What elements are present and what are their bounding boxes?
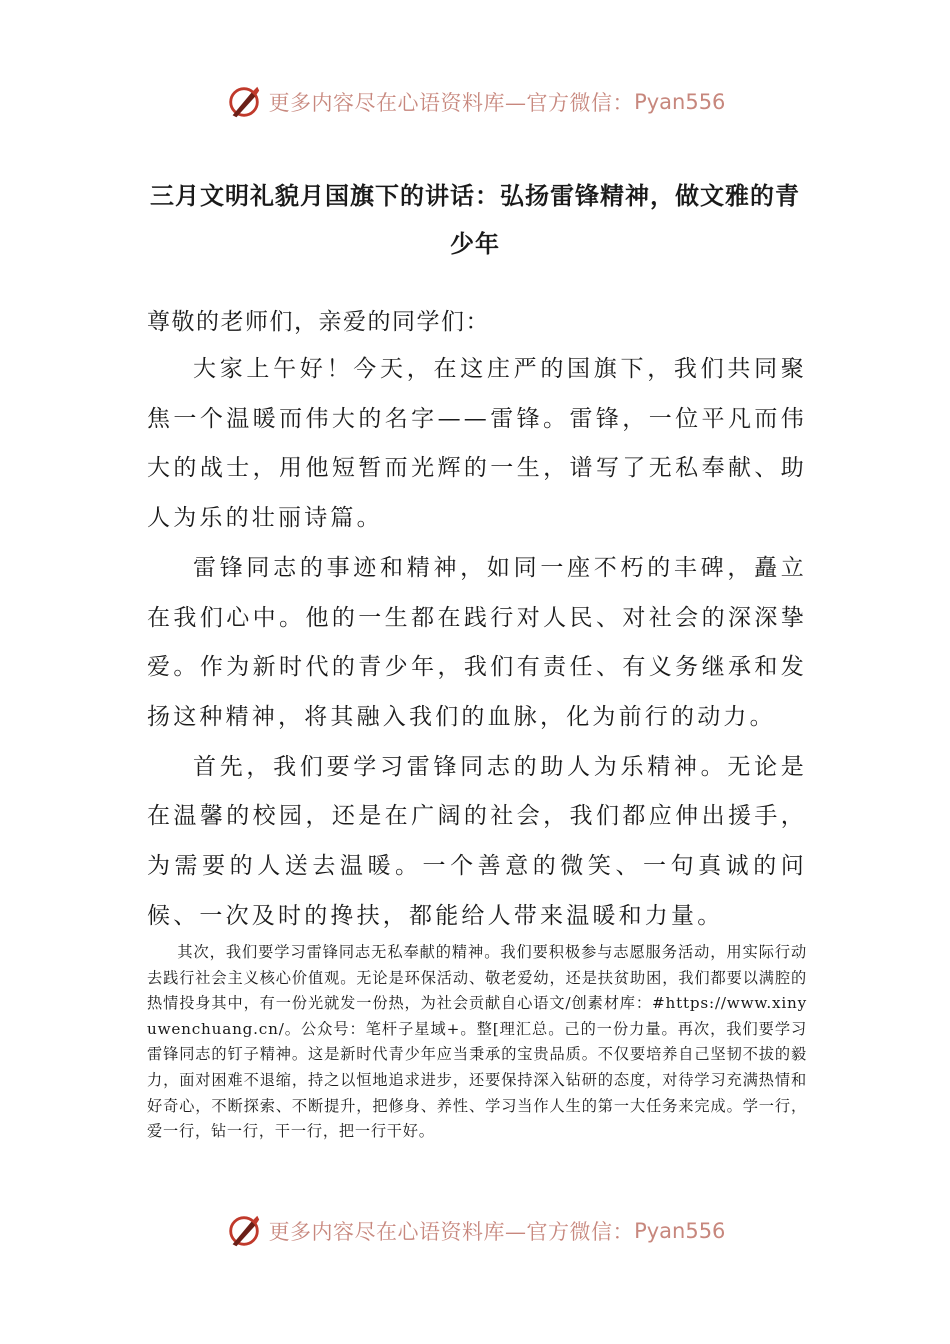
watermark-text: 更多内容尽在心语资料库—官方微信： [268, 91, 635, 115]
salutation: 尊敬的老师们，亲爱的同学们： [147, 309, 490, 335]
pen-logo-icon [225, 83, 263, 121]
paragraph: 大家上午好！今天，在这庄严的国旗下，我们共同聚焦一个温暖而伟大的名字——雷锋。雷锋，一位平凡而伟大的战士，用他短暂而光辉的一生，谱写了无私奉献、助人为乐的壮丽诗篇。 [147, 356, 807, 532]
header-watermark [0, 80, 950, 124]
watermark-wechat-id: Pyan556 [634, 1219, 726, 1243]
watermark-text: 更多内容尽在心语资料库—官方微信： [268, 1220, 635, 1244]
watermark-wechat-id: Pyan556 [634, 90, 726, 114]
paragraph: 首先，我们要学习雷锋同志的助人为乐精神。无论是在温馨的校园，还是在广阔的社会，我们都应伸出援手，为需要的人送去温暖。一个善意的微笑、一句真诚的问候、一次及时的搀扶，都能给人带来温暖和力量。 [147, 753, 807, 929]
footer-watermark [0, 1209, 950, 1253]
speech-body [147, 345, 807, 941]
paragraph-small: 其次，我们要学习雷锋同志无私奉献的精神。我们要积极参与志愿服务活动，用实际行动去践行社会主义核心价值观。无论是环保活动、敬老爱幼，还是扶贫助困，我们都要以满腔的热情投身其中，有一份光就发一份热，为社会贡献自心语文/创素材库：#https://www.xinyuwenchuang.cn/。公众号：笔杆子星域+。整[理汇总。己的一份力量。再次，我们要学习雷锋同志的钉子精神。这是新时代青少年应当秉承的宝贵品质。不仅要培养自己坚韧不拔的毅力，面对困难不退缩，持之以恒地追求进步，还要保持深入钻研的态度，对待学习充满热情和好奇心，不断探索、不断提升，把修身、养性、学习当作人生的第一大任务来完成。学一行，爱一行，钻一行，干一行，把一行干好。 [147, 943, 807, 1141]
pen-logo-icon [225, 1212, 263, 1250]
document-title: 三月文明礼貌月国旗下的讲话：弘扬雷锋精神，做文雅的青少年 [150, 182, 800, 258]
paragraph: 雷锋同志的事迹和精神，如同一座不朽的丰碑，矗立在我们心中。他的一生都在践行对人民、对社会的深深挚爱。作为新时代的青少年，我们有责任、有义务继承和发扬这种精神，将其融入我们的血脉，化为前行的动力。 [147, 554, 807, 730]
